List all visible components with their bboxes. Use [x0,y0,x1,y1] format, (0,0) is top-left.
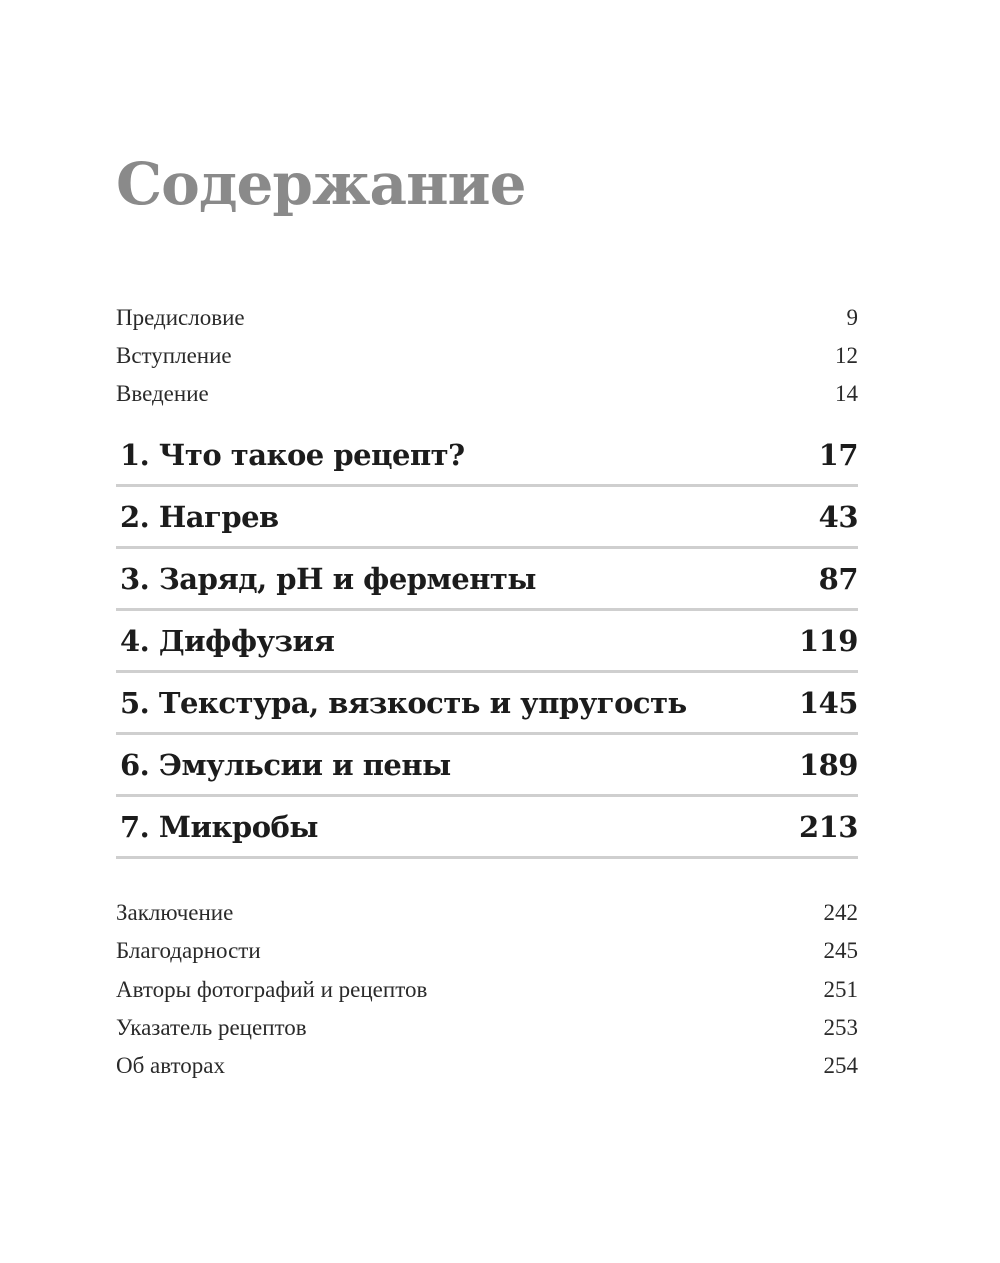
chapter-page: 43 [818,500,858,534]
toc-entry-page: 14 [835,381,858,406]
toc-entry-back-4[interactable] [116,1015,858,1045]
toc-entry-label: Авторы фотографий и рецептов [116,977,428,1002]
chapter-page: 145 [798,686,858,720]
chapter-page: 17 [818,438,858,472]
toc-entry-label: Об авторах [116,1053,226,1078]
chapter-label: 3. Заряд, pH и ферменты [120,562,536,596]
toc-entry-label: Указатель рецептов [116,1015,307,1040]
toc-entry-back-2[interactable] [116,938,858,968]
toc-entry-back-3[interactable] [116,977,858,1007]
chapter-entry-2[interactable] [116,488,858,549]
chapter-label: 6. Эмульсии и пены [120,748,451,782]
chapter-entry-1[interactable] [116,426,858,487]
toc-entry-back-1[interactable] [116,900,858,930]
toc-entry-page: 245 [823,938,858,963]
chapter-label: 5. Текстура, вязкость и упругость [120,686,687,720]
chapter-label: 1. Что такое рецепт? [120,438,465,472]
chapter-label: 7. Микробы [120,810,318,844]
toc-entry-back-5[interactable] [116,1053,858,1083]
toc-entry-label: Введение [116,381,209,406]
toc-entry-page: 12 [835,343,858,368]
chapter-page: 87 [818,562,858,596]
toc-entry-label: Предисловие [116,305,245,330]
chapter-page: 189 [798,748,858,782]
toc-entry-label: Вступление [116,343,232,368]
toc-entry-page: 254 [823,1053,858,1078]
chapter-entry-7[interactable] [116,798,858,859]
toc-entry-front-2[interactable] [116,343,858,373]
chapter-label: 4. Диффузия [120,624,335,658]
chapter-entry-6[interactable] [116,736,858,797]
toc-entry-page: 242 [823,900,858,925]
chapter-label: 2. Нагрев [120,500,279,534]
toc-entry-page: 251 [823,977,858,1002]
toc-entry-front-1[interactable] [116,305,858,335]
toc-entry-front-3[interactable] [116,381,858,411]
toc-entry-page: 253 [823,1015,858,1040]
page-title: Содержание [116,150,526,218]
toc-entry-page: 9 [846,305,858,330]
chapter-entry-3[interactable] [116,550,858,611]
chapter-entry-4[interactable] [116,612,858,673]
chapter-entry-5[interactable] [116,674,858,735]
chapter-list [116,426,858,860]
toc-entry-label: Благодарности [116,938,261,963]
chapter-page: 213 [798,810,858,844]
toc-entry-label: Заключение [116,900,234,925]
chapter-page: 119 [798,624,858,658]
